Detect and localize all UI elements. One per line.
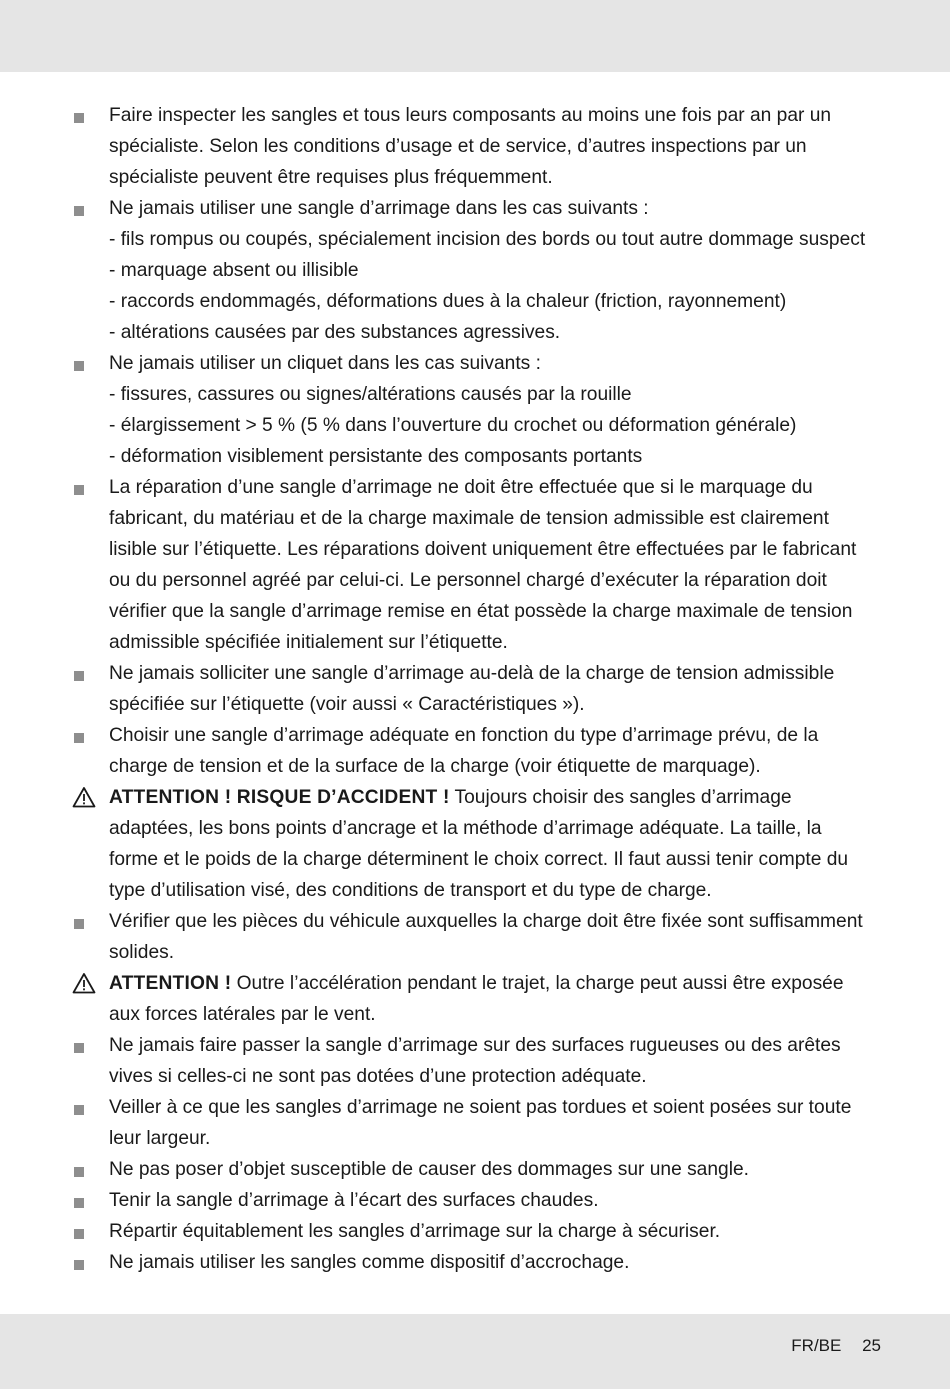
text-line [109, 317, 882, 348]
list-item [72, 1216, 882, 1247]
text-line [109, 596, 882, 627]
line-text: admissible spécifiée initialement sur l’étiquette. [109, 632, 508, 653]
text-line [109, 100, 882, 131]
text-line [109, 410, 882, 441]
line-text: Ne jamais solliciter une sangle d’arrimage au-delà de la charge de tension admissible [109, 663, 835, 684]
text-line [109, 565, 882, 596]
text-line [109, 348, 882, 379]
list-item [72, 193, 882, 348]
text-line [109, 689, 882, 720]
line-text: lisible sur l’étiquette. Les réparations doivent uniquement être effectuées par le fabricant [109, 539, 857, 560]
line-text: vérifier que la sangle d’arrimage remise en état possède la charge maximale de tension [109, 601, 853, 622]
line-text: solides. [109, 942, 175, 963]
text-line [109, 1123, 882, 1154]
text-line [109, 999, 882, 1030]
text-line [109, 875, 882, 906]
line-text: fabricant, du matériau et de la charge maximale de tension admissible est clairement [109, 508, 829, 529]
line-text: - fils rompus ou coupés, spécialement incision des bords ou tout autre dommage suspect [109, 229, 866, 250]
text-line [109, 1154, 882, 1185]
text-line [109, 658, 882, 689]
page-footer [791, 1336, 881, 1356]
bullet-square-icon [72, 658, 109, 689]
text-line [109, 968, 882, 999]
warning-label: ATTENTION ! [109, 973, 232, 994]
text-line [109, 844, 882, 875]
list-item [72, 906, 882, 968]
line-text: spécialiste peuvent être requises plus fréquemment. [109, 167, 553, 188]
line-text: adaptées, les bons points d’ancrage et la méthode d’arrimage adéquate. La taille, la [109, 818, 822, 839]
line-text: Choisir une sangle d’arrimage adéquate en fonction du type d’arrimage prévu, de la [109, 725, 819, 746]
line-text: Ne jamais utiliser une sangle d’arrimage dans les cas suivants : [109, 198, 649, 219]
list-item [72, 472, 882, 658]
list-item [72, 348, 882, 472]
text-line [109, 813, 882, 844]
text-line [109, 751, 882, 782]
text-line [109, 441, 882, 472]
list-item [72, 720, 882, 782]
bullet-square-icon [72, 1216, 109, 1247]
bullet-square-icon [72, 1185, 109, 1216]
line-text: Outre l’accélération pendant le trajet, la charge peut aussi être exposée [231, 973, 844, 994]
line-text: Veiller à ce que les sangles d’arrimage ne soient pas tordues et soient posées sur toute [109, 1097, 852, 1118]
line-text: La réparation d’une sangle d’arrimage ne doit être effectuée que si le marquage du [109, 477, 813, 498]
line-text: charge de tension et de la surface de la charge (voir étiquette de marquage). [109, 756, 761, 777]
text-line [109, 1247, 882, 1278]
bullet-square-icon [72, 1092, 109, 1123]
list-item [72, 1247, 882, 1278]
text-line [109, 224, 882, 255]
line-text: spécifiée sur l’étiquette (voir aussi « Caractéristiques »). [109, 694, 585, 715]
bullet-square-icon [72, 348, 109, 379]
bullet-square-icon [72, 472, 109, 503]
list-item [72, 1092, 882, 1154]
warning-item [72, 782, 882, 906]
text-line [109, 1216, 882, 1247]
bullet-square-icon [72, 906, 109, 937]
line-text: - déformation visiblement persistante des composants portants [109, 446, 643, 467]
line-text: - élargissement > 5 % (5 % dans l’ouverture du crochet ou déformation générale) [109, 415, 797, 436]
line-text: Ne jamais faire passer la sangle d’arrimage sur des surfaces rugueuses ou des arêtes [109, 1035, 841, 1056]
text-line [109, 720, 882, 751]
text-line [109, 131, 882, 162]
bullet-square-icon [72, 1247, 109, 1278]
text-line [109, 937, 882, 968]
bullet-square-icon [72, 720, 109, 751]
text-line [109, 534, 882, 565]
text-line [109, 1061, 882, 1092]
line-text: leur largeur. [109, 1128, 211, 1149]
line-text: ou du personnel agréé par celui-ci. Le personnel chargé d’exécuter la réparation doit [109, 570, 827, 591]
line-text: Vérifier que les pièces du véhicule auxquelles la charge doit être fixée sont suffisamment [109, 911, 863, 932]
line-text: Répartir équitablement les sangles d’arrimage sur la charge à sécuriser. [109, 1221, 721, 1242]
warning-item [72, 968, 882, 1030]
line-text: type d’utilisation visé, des conditions de transport et du type de charge. [109, 880, 712, 901]
text-line [109, 286, 882, 317]
page-number: 25 [862, 1336, 881, 1355]
line-text: Ne jamais utiliser les sangles comme dispositif d’accrochage. [109, 1252, 630, 1273]
line-text: forme et le poids de la charge déterminent le choix correct. Il faut aussi tenir compte du [109, 849, 849, 870]
bullet-square-icon [72, 100, 109, 131]
instruction-list [72, 100, 882, 1278]
line-text: - marquage absent ou illisible [109, 260, 359, 281]
line-text: vives si celles-ci ne sont pas dotées d’une protection adéquate. [109, 1066, 647, 1087]
bullet-square-icon [72, 1030, 109, 1061]
text-line [109, 162, 882, 193]
list-item [72, 658, 882, 720]
text-line [109, 782, 882, 813]
text-line [109, 1185, 882, 1216]
warning-triangle-icon [72, 968, 109, 999]
text-line [109, 1092, 882, 1123]
text-line [109, 255, 882, 286]
line-text: - altérations causées par des substances agressives. [109, 322, 561, 343]
header-band [0, 0, 950, 72]
line-text: - fissures, cassures ou signes/altérations causés par la rouille [109, 384, 632, 405]
line-text: - raccords endommagés, déformations dues à la chaleur (friction, rayonnement) [109, 291, 787, 312]
line-text: aux forces latérales par le vent. [109, 1004, 376, 1025]
list-item [72, 100, 882, 193]
list-item [72, 1154, 882, 1185]
text-line [109, 193, 882, 224]
warning-label: ATTENTION ! RISQUE D’ACCIDENT ! [109, 787, 450, 808]
line-text: spécialiste. Selon les conditions d’usage et de service, d’autres inspections par un [109, 136, 807, 157]
text-line [109, 906, 882, 937]
line-text: Faire inspecter les sangles et tous leurs composants au moins une fois par an par un [109, 105, 832, 126]
line-text: Ne pas poser d’objet susceptible de causer des dommages sur une sangle. [109, 1159, 749, 1180]
text-line [109, 627, 882, 658]
warning-triangle-icon [72, 782, 109, 813]
text-line [109, 1030, 882, 1061]
text-line [109, 379, 882, 410]
line-text: Tenir la sangle d’arrimage à l’écart des surfaces chaudes. [109, 1190, 599, 1211]
list-item [72, 1185, 882, 1216]
language-code: FR/BE [791, 1336, 842, 1355]
bullet-square-icon [72, 1154, 109, 1185]
line-text: Ne jamais utiliser un cliquet dans les cas suivants : [109, 353, 541, 374]
bullet-square-icon [72, 193, 109, 224]
line-text: Toujours choisir des sangles d’arrimage [449, 787, 792, 808]
text-line [109, 472, 882, 503]
list-item [72, 1030, 882, 1092]
text-line [109, 503, 882, 534]
